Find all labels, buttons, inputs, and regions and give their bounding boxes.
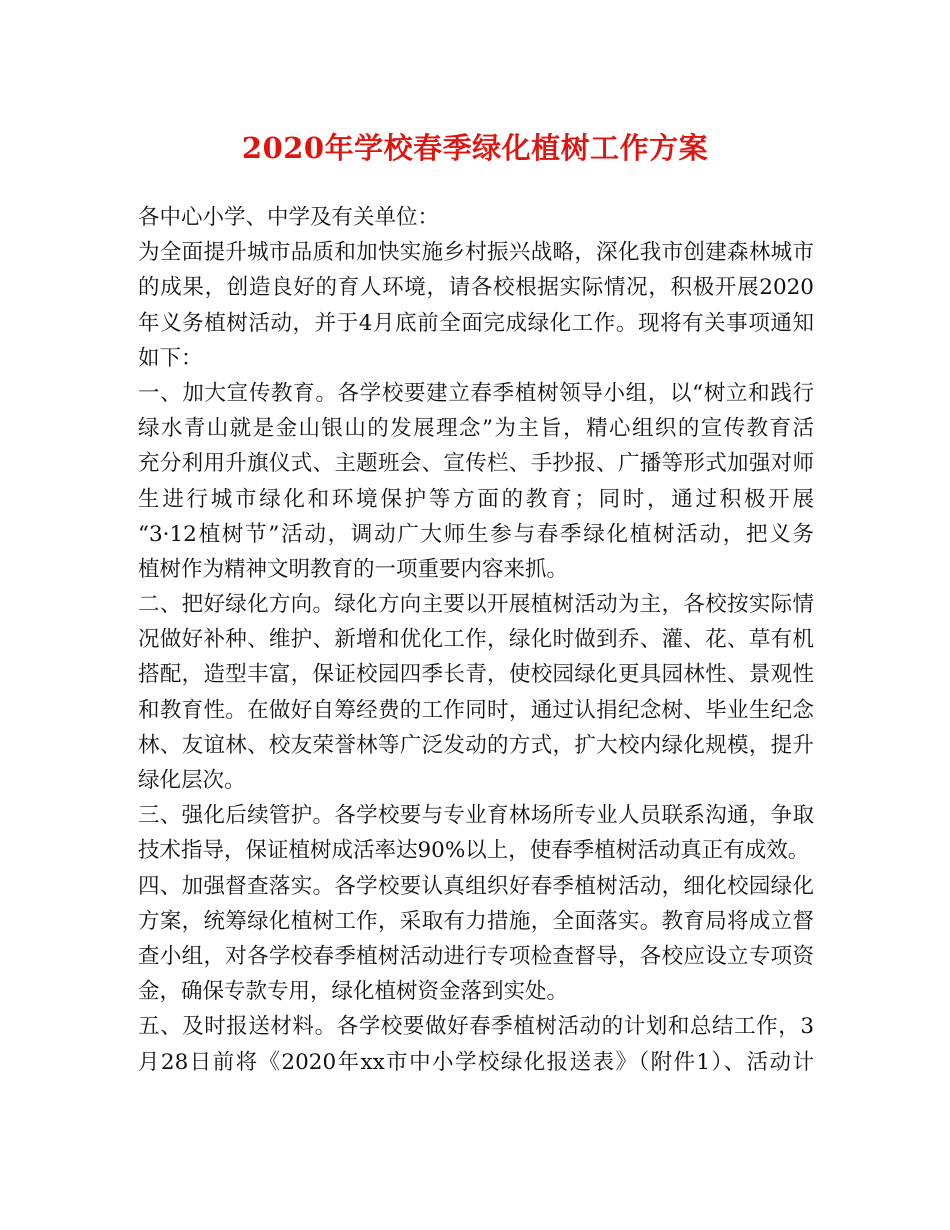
body-line: 如下： (138, 345, 203, 371)
body-line: 技术指导，保证植树成活率达90%以上，使春季植树活动真正有成效。 (138, 838, 810, 864)
body-line: 月28日前将《2020年xx市中小学校绿化报送表》（附件1）、活动计 (138, 1049, 814, 1075)
body-line: 的成果，创造良好的育人环境，请各校根据实际情况，积极开展2020 (138, 275, 814, 301)
body-line: 查小组，对各学校春季植树活动进行专项检查督导，各校应设立专项资 (138, 943, 814, 969)
body-line: 充分利用升旗仪式、主题班会、宣传栏、手抄报、广播等形式加强对师 (138, 451, 814, 477)
body-line: 为全面提升城市品质和加快实施乡村振兴战略，深化我市创建森林城市 (138, 240, 814, 266)
body-line-section-3: 三、强化后续管护。各学校要与专业育林场所专业人员联系沟通，争取 (138, 803, 814, 829)
body-line: 绿水青山就是金山银山的发展理念”为主旨，精心组织的宣传教育活 (138, 416, 814, 442)
body-line: 生进行城市绿化和环境保护等方面的教育；同时，通过积极开展 (138, 486, 814, 512)
document-title: 2020年学校春季绿化植树工作方案 (241, 131, 709, 165)
body-line: 金，确保专款专用，绿化植树资金落到实处。 (138, 979, 569, 1005)
body-line: 搭配，造型丰富，保证校园四季长青，使校园绿化更具园林性、景观性 (138, 662, 814, 688)
body-line-salutation: 各中心小学、中学及有关单位： (138, 205, 440, 230)
body-line: 林、友谊林、校友荣誉林等广泛发动的方式，扩大校内绿化规模，提升 (138, 732, 814, 758)
body-line: 方案，统筹绿化植树工作，采取有力措施，全面落实。教育局将成立督 (138, 908, 814, 934)
body-line-section-1: 一、加大宣传教育。各学校要建立春季植树领导小组，以“树立和践行 (138, 380, 814, 406)
body-line: 绿化层次。 (138, 768, 246, 793)
body-line: 年义务植树活动，并于4月底前全面完成绿化工作。现将有关事项通知 (138, 310, 814, 336)
body-line: 和教育性。在做好自筹经费的工作同时，通过认捐纪念树、毕业生纪念 (138, 697, 814, 723)
body-line: 况做好补种、维护、新增和优化工作，绿化时做到乔、灌、花、草有机 (138, 627, 814, 653)
body-line: 植树作为精神文明教育的一项重要内容来抓。 (138, 556, 569, 582)
body-line-section-4: 四、加强督查落实。各学校要认真组织好春季植树活动，细化校园绿化 (138, 873, 814, 899)
body-line: “3·12植树节”活动，调动广大师生参与春季绿化植树活动，把义务 (138, 521, 814, 547)
body-line-section-5: 五、及时报送材料。各学校要做好春季植树活动的计划和总结工作，3 (138, 1014, 814, 1040)
body-line-section-2: 二、把好绿化方向。绿化方向主要以开展植树活动为主，各校按实际情 (138, 592, 814, 618)
document-body (138, 200, 814, 1080)
